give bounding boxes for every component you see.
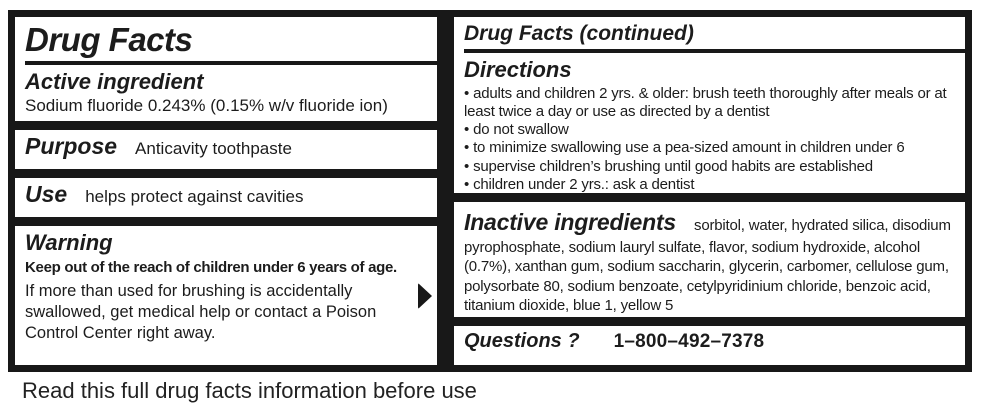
questions-heading: Questions ?	[464, 330, 580, 352]
warning-body-text: If more than used for brushing is accidentally swallowed, get medical help or contact a Poison Control Center right away.	[25, 281, 377, 343]
inactive-ingredients-heading: Inactive ingredients	[464, 209, 677, 235]
bullet-icon: •	[464, 157, 470, 175]
purpose-heading: Purpose	[25, 133, 118, 159]
directions-bullet	[464, 85, 955, 122]
bullet-icon: •	[464, 121, 470, 139]
purpose-text: Anticavity toothpaste	[135, 139, 292, 158]
footer-note: Read this full drug facts information before use	[22, 378, 477, 403]
label-frame	[8, 10, 972, 372]
directions-bullet-text: do not swallow	[473, 121, 569, 139]
section-purpose	[15, 130, 437, 169]
active-ingredient-heading: Active ingredient	[25, 68, 204, 94]
use-heading: Use	[25, 181, 68, 207]
directions-bullet-text: supervise children’s brushing until good habits are established	[473, 157, 873, 175]
section-warning	[15, 226, 437, 365]
directions-bullet	[464, 176, 955, 193]
active-ingredient-text: Sodium fluoride 0.243% (0.15% w/v fluoride ion)	[25, 96, 388, 116]
directions-bullet-text: to minimize swallowing use a pea-sized amount in children under 6	[473, 139, 905, 157]
title-rule	[25, 61, 437, 65]
drug-facts-title: Drug Facts	[25, 21, 193, 58]
section-use	[15, 178, 437, 217]
left-column	[15, 17, 437, 365]
warning-keep-out-text: Keep out of the reach of children under 6 years of age.	[25, 259, 397, 277]
inactive-ingredients-text: sorbitol, water, hydrated silica, disodium pyrophosphate, sodium lauryl sulfate, flavor, sodium hydroxide, alcohol (0.7%), xanthan gum, sodium saccharin, glycerin, carbomer, cellulose gum, polysorbate 80, sodium benzoate, cetylpyridinium chloride, benzoic acid, titanium dioxide, blue 1, yellow 5	[464, 217, 951, 315]
continued-arrow-icon	[418, 283, 432, 309]
drug-facts-continued-title: Drug Facts (continued)	[464, 22, 694, 45]
section-questions	[454, 326, 965, 365]
directions-bullet	[464, 121, 955, 139]
directions-bullet-text: children under 2 yrs.: ask a dentist	[473, 176, 695, 193]
section-directions	[454, 17, 965, 193]
bullet-icon: •	[464, 176, 470, 193]
bullet-icon: •	[464, 84, 470, 102]
right-column	[454, 17, 965, 365]
questions-phone-number: 1–800–492–7378	[613, 331, 765, 352]
bullet-icon: •	[464, 139, 470, 157]
section-inactive-ingredients	[454, 202, 965, 317]
warning-heading: Warning	[25, 230, 113, 255]
directions-heading: Directions	[464, 57, 572, 83]
title-rule-continued	[464, 49, 965, 53]
directions-bullet	[464, 158, 955, 176]
directions-bullet-text: adults and children 2 yrs. & older: brush teeth thoroughly after meals or at least twice a day or use as directed by a dentist	[464, 84, 947, 120]
directions-bullet-list	[464, 85, 955, 193]
directions-bullet	[464, 139, 955, 157]
inactive-ingredients-block	[464, 206, 955, 316]
section-drug-facts-active	[15, 17, 437, 121]
use-text: helps protect against cavities	[85, 187, 304, 206]
